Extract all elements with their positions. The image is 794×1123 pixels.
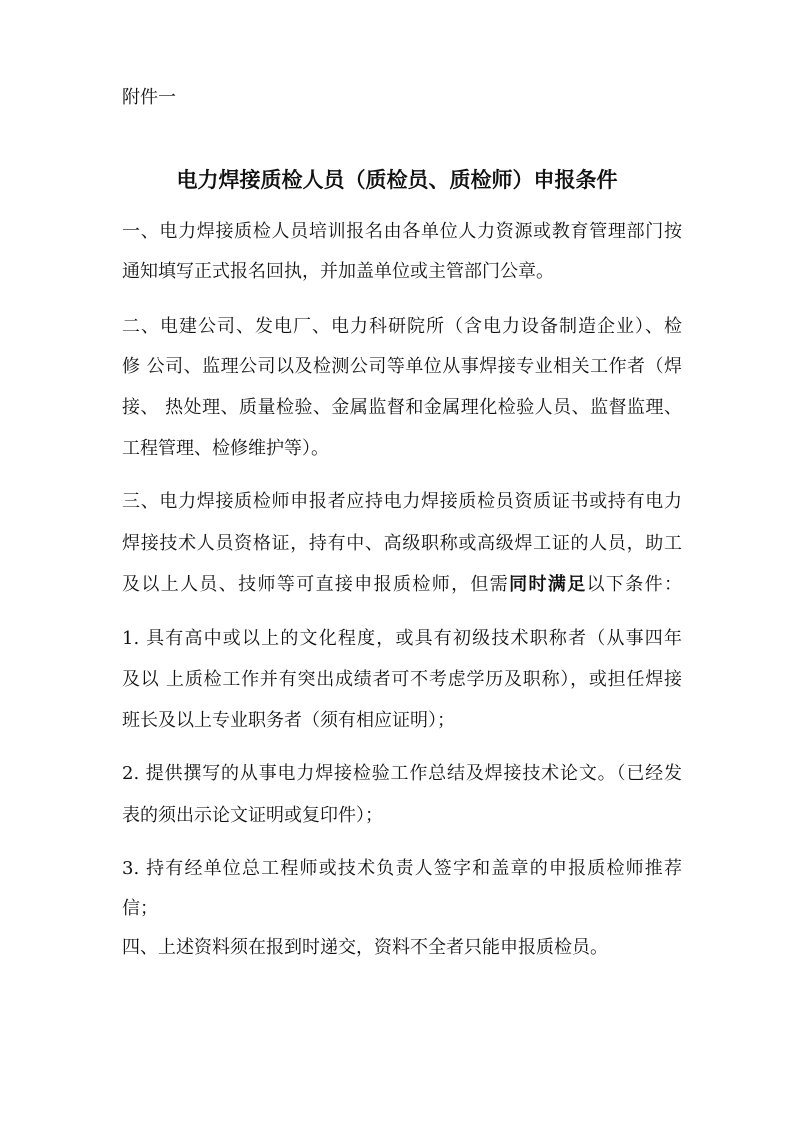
emphasis-text: 同时满足: [509, 574, 587, 595]
section1-line1: 一、电力焊接质检人员培训报名由各单位人力资源或教育管理部门按: [122, 221, 682, 242]
section2-line1: 二、电建公司、发电厂、电力科研院所（含电力设备制造企业）、检: [122, 316, 682, 337]
item2-line1: 2. 提供撰写的从事电力焊接检验工作总结及焊接技术论文。（已经发: [122, 763, 682, 784]
section3-line2: 焊接技术人员资格证，持有中、高级职称或高级焊工证的人员，助工: [122, 533, 682, 554]
section1-line2: 通知填写正式报名回执，并加盖单位或主管部门公章。: [122, 261, 554, 282]
page-title: 电力焊接质检人员（质检员、质检师）申报条件: [176, 168, 618, 192]
section3-line3-text-b: 以下条件：: [586, 574, 682, 595]
section3-line1: 三、电力焊接质检师申报者应持电力焊接质检员资质证书或持有电力: [122, 491, 682, 512]
section3-line3-text-a: 及以上人员、技师等可直接申报质检师，但需: [122, 574, 510, 595]
item3-line1: 3. 持有经单位总工程师或技术负责人签字和盖章的申报质检师推荐: [122, 858, 682, 879]
section2-line4: 工程管理、检修维护等）。: [122, 438, 329, 459]
item3-line2: 信；: [122, 898, 158, 919]
item1-line2: 及以 上质检工作并有突出成绩者可不考虑学历及职称），或担任焊接: [122, 669, 682, 690]
section4-line1: 四、上述资料须在报到时递交，资料不全者只能申报质检员。: [122, 937, 608, 958]
section2-line2: 修 公司、监理公司以及检测公司等单位从事焊接专业相关工作者（焊: [122, 356, 682, 377]
item1-line3: 班长及以上专业职务者（须有相应证明）；: [122, 710, 455, 731]
attachment-label: 附件一: [122, 87, 176, 108]
section2-line3: 接、 热处理、质量检验、金属监督和金属理化检验人员、监督监理、: [122, 397, 682, 418]
item1-line1: 1. 具有高中或以上的文化程度，或具有初级技术职称者（从事四年: [122, 628, 682, 649]
section3-line3: [122, 571, 682, 599]
item2-line2: 表的须出示论文证明或复印件）；: [122, 805, 383, 826]
